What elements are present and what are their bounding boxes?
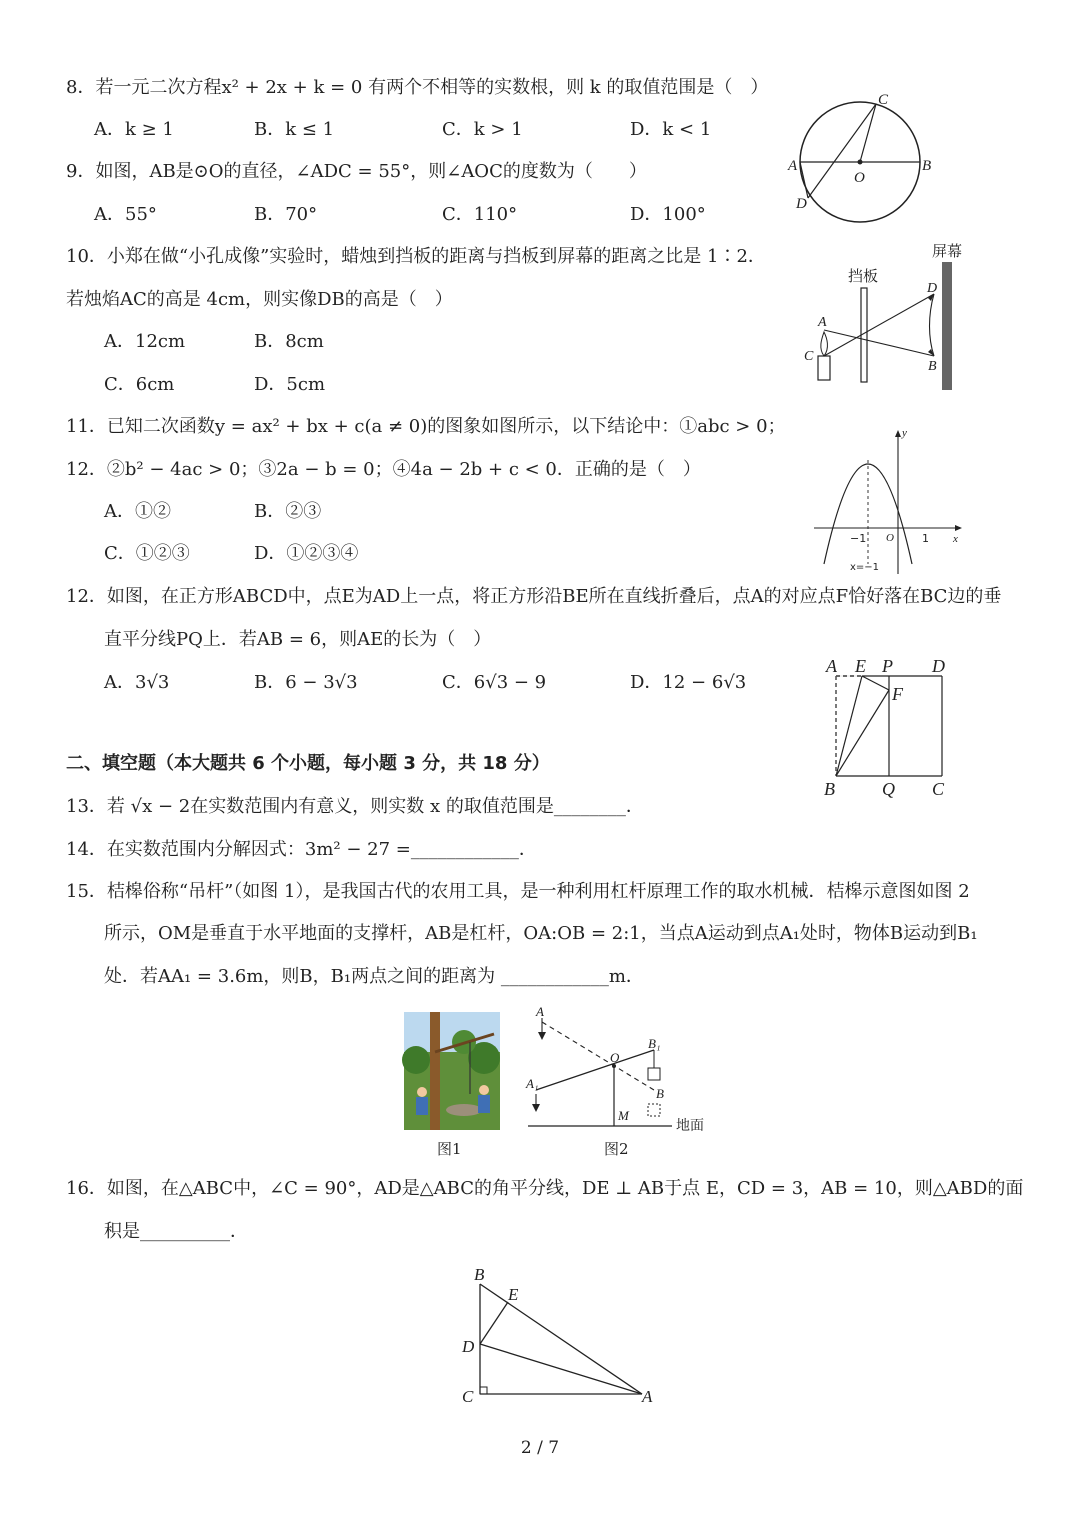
triangle-figure (456, 1262, 666, 1410)
q12-stem-line2: 直平分线PQ上．若AB = 6，则AE的长为（ ） (104, 629, 492, 650)
square-label-q: Q (882, 779, 895, 799)
triangle-label-b: B (474, 1265, 485, 1284)
parabola-label-one: 1 (922, 532, 929, 545)
q11-option-b: B．②③ (254, 501, 322, 522)
parabola-label-y: y (902, 427, 907, 439)
lever-label-ground: 地面 (676, 1118, 704, 1134)
section-title-fill-in: 二、填空题（本大题共 6 个小题，每小题 3 分，共 18 分） (66, 753, 550, 774)
pinhole-label-b: B (928, 359, 937, 374)
q10-option-c: C．6cm (104, 374, 175, 395)
parabola-figure (812, 424, 967, 576)
q12-option-b: B．6 − 3√3 (254, 672, 358, 693)
q8-option-c: C．k > 1 (442, 119, 523, 140)
lever-label-b: B (656, 1086, 664, 1101)
circle-label-c: C (878, 92, 889, 108)
square-label-f: F (892, 684, 903, 704)
q11-option-c: C．①②③ (104, 543, 190, 564)
q9-option-b: B．70° (254, 204, 318, 225)
fig1-caption: 图1 (437, 1140, 462, 1158)
q9-option-a: A．55° (94, 204, 157, 225)
square-label-b: B (824, 779, 835, 799)
q12-option-a: A．3√3 (104, 672, 170, 693)
q13-stem: 13．若 √x − 2在实数范围内有意义，则实数 x 的取值范围是________． (66, 796, 644, 817)
q9-stem: 9．如图，AB是⊙O的直径，∠ADC = 55°，则∠AOC的度数为（ ） (66, 161, 647, 182)
lever-label-a: A (536, 1004, 544, 1019)
triangle-label-d: D (462, 1337, 475, 1356)
q12-option-d: D．12 − 6√3 (630, 672, 747, 693)
q8-option-a: A．k ≥ 1 (94, 119, 174, 140)
q15-line3: 处．若AA₁ = 3.6m，则B，B₁两点之间的距离为 ____________m． (104, 966, 644, 987)
circle-label-b: B (922, 158, 932, 174)
triangle-label-c: C (462, 1387, 474, 1406)
triangle-label-e: E (508, 1285, 519, 1304)
lever-label-m: M (618, 1108, 629, 1123)
square-label-a: A (826, 656, 837, 676)
q8-option-b: B．k ≤ 1 (254, 119, 335, 140)
parabola-label-neg1: −1 (850, 532, 867, 545)
circle-figure (780, 90, 940, 230)
q9-option-d: D．100° (630, 204, 706, 225)
pinhole-label-screen: 屏幕 (932, 242, 963, 260)
lever-figure (522, 1006, 722, 1136)
q11-option-d: D．①②③④ (254, 543, 359, 564)
lever-label-o: O (610, 1050, 620, 1065)
square-label-e: E (855, 656, 866, 676)
pinhole-label-c: C (804, 349, 814, 364)
q10-option-b: B．8cm (254, 331, 324, 352)
q9-option-c: C．110° (442, 204, 518, 225)
q16-line2: 积是__________． (104, 1221, 248, 1242)
triangle-label-a: A (642, 1387, 653, 1406)
q14-stem: 14．在实数范围内分解因式：3m² − 27 =____________． (66, 839, 537, 860)
parabola-label-x: x (953, 533, 958, 545)
circle-label-a: A (788, 158, 798, 174)
parabola-label-o: O (886, 532, 894, 544)
pinhole-figure (800, 240, 970, 395)
q11-option-a: A．①② (104, 501, 171, 522)
q10-stem-line1: 10．小郑在做“小孔成像”实验时，蜡烛到挡板的距离与挡板到屏幕的距离之比是 1∶2． (66, 246, 766, 267)
q11-stem-line2: 12．②b² − 4ac > 0；③2a − b = 0；④4a − 2b + c < 0．正确的是（ ） (66, 459, 701, 480)
q10-option-d: D．5cm (254, 374, 326, 395)
parabola-label-axis: x=−1 (850, 562, 880, 573)
pinhole-label-board: 挡板 (848, 267, 879, 285)
q10-option-a: A．12cm (104, 331, 186, 352)
q15-line1: 15．桔槔俗称“吊杆”（如图 1），是我国古代的农用工具，是一种利用杠杆原理工作的取水机械．桔槔示意图如图 2 (66, 881, 970, 902)
square-figure (820, 654, 960, 804)
q10-stem-line2: 若烛焰AC的高是 4cm，则实像DB的高是（ ） (66, 289, 453, 310)
q8-stem: 8．若一元二次方程x² + 2x + k = 0 有两个不相等的实数根，则 k 的取值范围是（ ） (66, 77, 769, 98)
q11-stem-line1: 11．已知二次函数y = ax² + bx + c(a ≠ 0)的图象如图所示，以下结论中：①abc > 0； (66, 416, 786, 437)
square-label-c: C (932, 779, 945, 799)
fig2-caption: 图2 (604, 1140, 629, 1158)
circle-label-d: D (796, 196, 807, 212)
circle-label-o: O (854, 170, 865, 186)
page-number: 2 / 7 (520, 1438, 560, 1458)
q15-line2: 所示，OM是垂直于水平地面的支撑杆，AB是杠杆，OA:OB = 2:1，当点A运动到点A₁处时，物体B运动到B₁ (104, 923, 978, 944)
q8-option-d: D．k < 1 (630, 119, 712, 140)
square-label-d: D (932, 656, 945, 676)
lever-label-b1: B₁ (648, 1036, 661, 1051)
q12-stem-line1: 12．如图，在正方形ABCD中，点E为AD上一点，将正方形沿BE所在直线折叠后，点A的对应点F恰好落在BC边的垂 (66, 586, 1002, 607)
pinhole-label-d: D (927, 281, 938, 296)
q12-option-c: C．6√3 − 9 (442, 672, 547, 693)
pinhole-label-a: A (818, 315, 827, 330)
well-sweep-illustration (404, 1012, 500, 1130)
square-label-p: P (882, 656, 893, 676)
lever-label-a1: A₁ (526, 1076, 539, 1091)
q16-line1: 16．如图，在△ABC中，∠C = 90°，AD是△ABC的角平分线，DE ⊥ AB于点 E，CD = 3，AB = 10，则△ABD的面 (66, 1178, 1024, 1199)
